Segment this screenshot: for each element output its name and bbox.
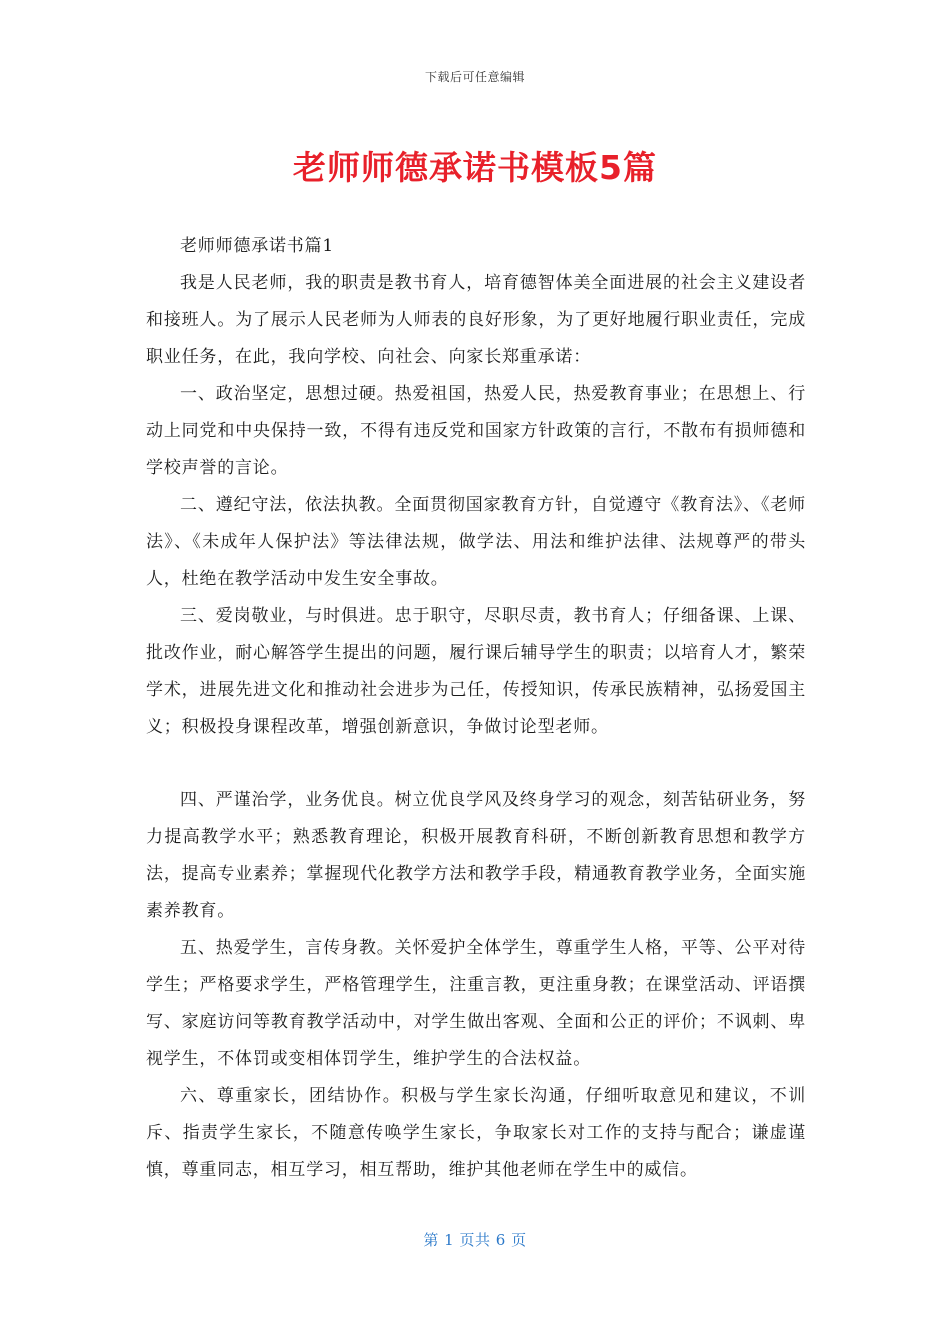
section-heading: 老师师德承诺书篇1 bbox=[180, 236, 335, 256]
paragraph-item-1: 一、政治坚定，思想过硬。热爱祖国，热爱人民，热爱教育事业；在思想上、行动上同党和中央保持一致，不得有违反党和国家方针政策的言行，不散布有损师德和学校声誉的言论。 bbox=[146, 384, 806, 478]
paragraph-item-4: 四、严谨治学，业务优良。树立优良学风及终身学习的观念，刻苦钻研业务，努力提高教学水平；熟悉教育理论，积极开展教育科研，不断创新教育思想和教学方法，提高专业素养；掌握现代化教学方法和教学手段，精通教育教学业务，全面实施素养教育。 bbox=[146, 790, 806, 921]
paragraph-item-3: 三、爱岗敬业，与时俱进。忠于职守，尽职尽责，教书育人；仔细备课、上课、批改作业，耐心解答学生提出的问题，履行课后辅导学生的职责；以培育人才，繁荣学术，进展先进文化和推动社会进步为己任，传授知识，传承民族精神，弘扬爱国主义；积极投身课程改革，增强创新意识，争做讨论型老师。 bbox=[146, 606, 806, 737]
document-body bbox=[146, 228, 806, 1189]
document-title: 老师师德承诺书模板5篇 bbox=[293, 148, 657, 187]
header-note: 下载后可任意编辑 bbox=[424, 70, 525, 84]
page-number-footer: 第 1 页共 6 页 bbox=[423, 1231, 527, 1249]
paragraph-item-6: 六、尊重家长，团结协作。积极与学生家长沟通，仔细听取意见和建议，不训斥、指责学生家长，不随意传唤学生家长，争取家长对工作的支持与配合；谦虚谨慎，尊重同志，相互学习，相互帮助，维护其他老师在学生中的威信。 bbox=[146, 1086, 806, 1180]
paragraph-item-2: 二、遵纪守法，依法执教。全面贯彻国家教育方针，自觉遵守《教育法》、《老师法》、《未成年人保护法》等法律法规，做学法、用法和维护法律、法规尊严的带头人，杜绝在教学活动中发生安全事故。 bbox=[146, 495, 806, 589]
paragraph-item-5: 五、热爱学生，言传身教。关怀爱护全体学生，尊重学生人格，平等、公平对待学生；严格要求学生，严格管理学生，注重言教，更注重身教；在课堂活动、评语撰写、家庭访问等教育教学活动中，对学生做出客观、全面和公正的评价；不讽刺、卑视学生，不体罚或变相体罚学生，维护学生的合法权益。 bbox=[146, 938, 806, 1069]
paragraph-intro: 我是人民老师，我的职责是教书育人，培育德智体美全面进展的社会主义建设者和接班人。为了展示人民老师为人师表的良好形象，为了更好地履行职业责任，完成职业任务，在此，我向学校、向社会、向家长郑重承诺： bbox=[146, 273, 806, 367]
